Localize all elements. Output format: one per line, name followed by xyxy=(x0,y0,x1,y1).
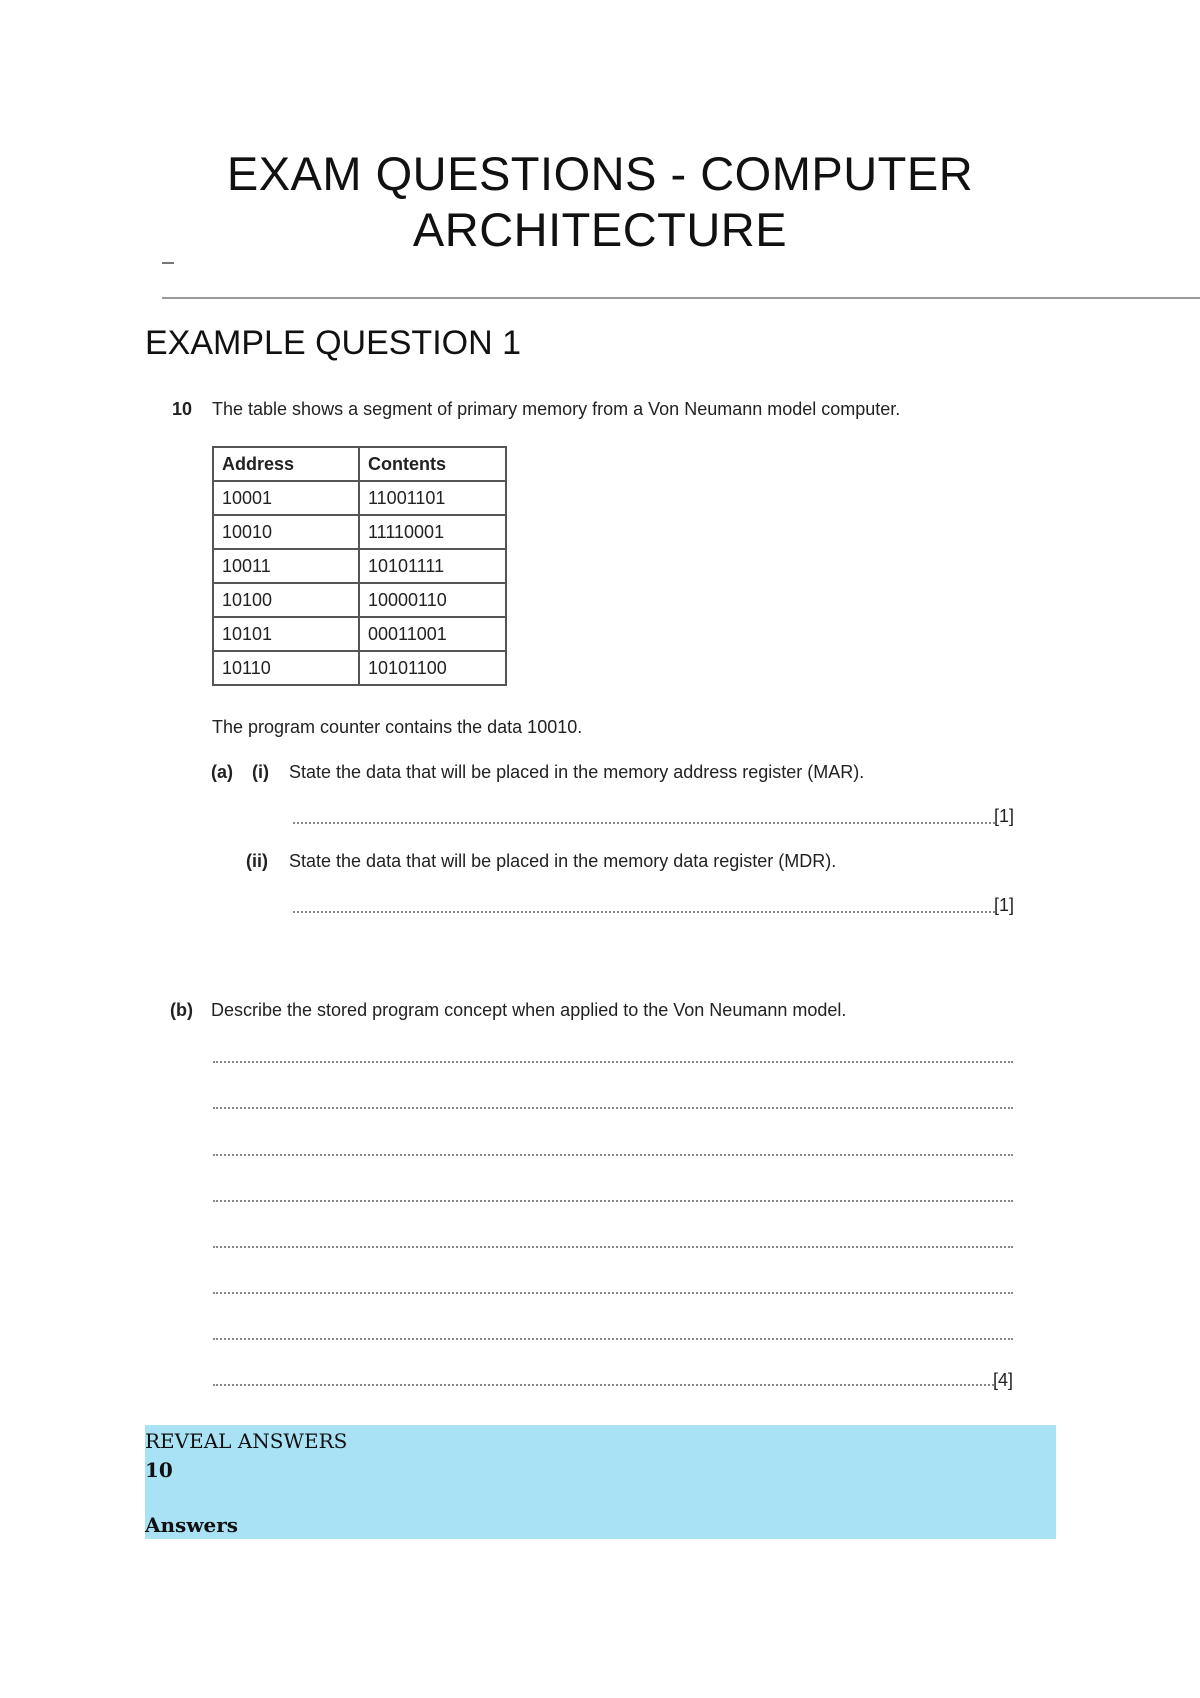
part-a-ii-marks: [1] xyxy=(994,895,1015,915)
answer-line-b[interactable] xyxy=(213,1246,1013,1248)
title-dash xyxy=(162,262,174,264)
part-b-marks: [4] xyxy=(993,1370,1014,1390)
answer-line-b[interactable] xyxy=(213,1061,1013,1063)
part-b-text: Describe the stored program concept when applied to the Von Neumann model. xyxy=(211,1000,847,1020)
page-title: EXAM QUESTIONS - COMPUTER ARCHITECTURE xyxy=(226,147,974,256)
part-a-ii-text: State the data that will be placed in the memory data register (MDR). xyxy=(289,851,837,871)
answer-line-a-i[interactable] xyxy=(293,822,995,824)
answer-line-b[interactable] xyxy=(213,1154,1013,1156)
answer-line-a-ii[interactable] xyxy=(293,911,995,913)
table-cell-contents: 00011001 xyxy=(359,617,506,651)
table-row xyxy=(213,617,506,651)
table-cell-address: 10110 xyxy=(213,651,359,685)
answer-line-b[interactable] xyxy=(213,1107,1013,1109)
table-header-row xyxy=(213,447,506,481)
table-header-contents: Contents xyxy=(359,447,506,481)
table-cell-contents: 10101111 xyxy=(359,549,506,583)
table-row xyxy=(213,651,506,685)
answer-line-b[interactable] xyxy=(213,1384,994,1386)
table-cell-contents: 10000110 xyxy=(359,583,506,617)
table-cell-address: 10010 xyxy=(213,515,359,549)
memory-table xyxy=(212,446,507,686)
reveal-answers-panel xyxy=(145,1425,1056,1539)
table-cell-address: 10101 xyxy=(213,617,359,651)
answer-line-b[interactable] xyxy=(213,1338,1013,1340)
title-divider xyxy=(162,297,1200,299)
part-a-i-marks: [1] xyxy=(994,806,1015,826)
table-cell-address: 10100 xyxy=(213,583,359,617)
part-a-i-text: State the data that will be placed in the memory address register (MAR). xyxy=(289,762,865,782)
table-row xyxy=(213,481,506,515)
table-row xyxy=(213,515,506,549)
question-intro: The table shows a segment of primary memory from a Von Neumann model computer. xyxy=(212,399,901,419)
table-row xyxy=(213,549,506,583)
part-a-i-label: (i) xyxy=(252,762,269,782)
answer-question-number: 10 xyxy=(145,1458,173,1482)
table-cell-contents: 10101100 xyxy=(359,651,506,685)
table-header-address: Address xyxy=(213,447,359,481)
program-counter-statement: The program counter contains the data 10010. xyxy=(212,717,583,737)
part-a-ii-label: (ii) xyxy=(246,851,268,871)
table-row xyxy=(213,583,506,617)
part-a-label: (a) xyxy=(211,762,233,782)
table-cell-address: 10011 xyxy=(213,549,359,583)
answer-line-b[interactable] xyxy=(213,1200,1013,1202)
part-b-label: (b) xyxy=(170,1000,193,1020)
table-cell-contents: 11110001 xyxy=(359,515,506,549)
answers-label: Answers xyxy=(145,1513,239,1537)
table-cell-address: 10001 xyxy=(213,481,359,515)
reveal-answers-button[interactable]: REVEAL ANSWERS xyxy=(145,1429,348,1453)
section-heading: EXAMPLE QUESTION 1 xyxy=(145,324,521,362)
question-number: 10 xyxy=(172,399,193,419)
answer-line-b[interactable] xyxy=(213,1292,1013,1294)
table-cell-contents: 11001101 xyxy=(359,481,506,515)
